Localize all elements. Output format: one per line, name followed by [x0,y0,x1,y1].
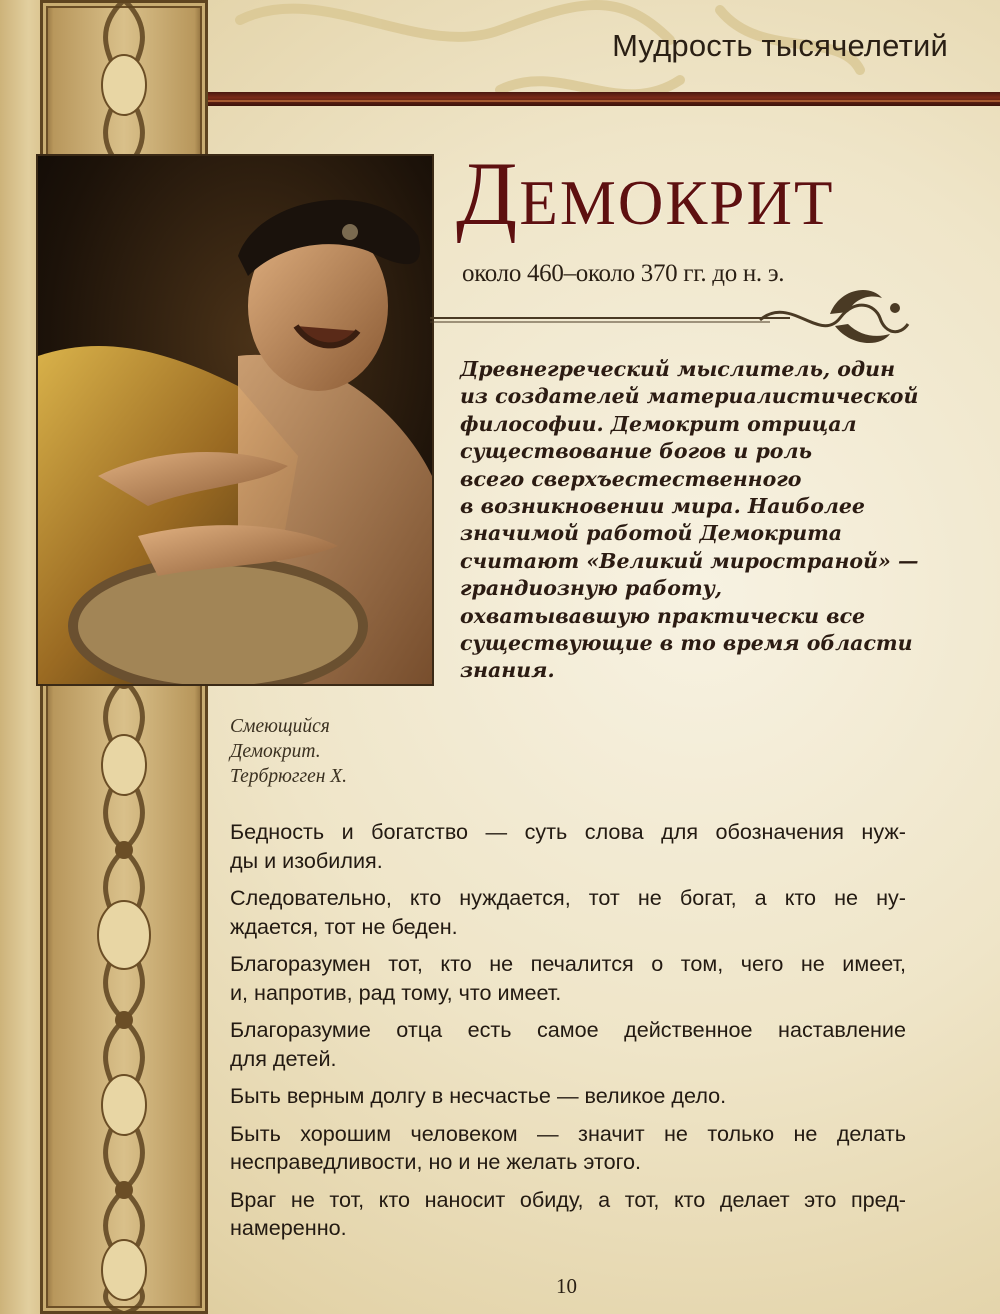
caption-line: Смеющийся [230,716,330,737]
quote-paragraph [230,818,906,875]
quote-line: несправедливости, но и не желать этого. [230,1149,642,1174]
quote-line: Быть верным долгу в несчастье — великое дело. [230,1083,727,1108]
intro-line: в возникновении мира. Наиболее [460,494,865,519]
intro-paragraph [460,356,920,685]
intro-line: знания. [460,658,555,683]
quote-paragraph [230,884,906,941]
intro-line: считают «Великий миространой» — [460,548,919,573]
quotes-list [230,818,906,1252]
flourish-divider-icon [430,284,914,350]
quote-line: для детей. [230,1045,337,1071]
quote-paragraph [230,1016,906,1073]
caption-line: Тербрюгген Х. [230,766,348,787]
section-title: Мудрость тысячелетий [612,28,948,63]
quote-paragraph [230,1120,906,1177]
portrait-painting [36,154,434,686]
quote-line: Быть хорошим человеком — значит не только не делать [230,1120,906,1146]
intro-line: значимой работой Демокрита [460,521,843,546]
header-rule-highlight [208,100,1000,102]
quote-line: и, напротив, рад тому, что имеет. [230,979,562,1005]
quote-line: Благоразумен тот, кто не печалится о том, чего не имеет, [230,951,906,976]
life-dates: около 460–около 370 гг. до н. э. [462,260,785,287]
quote-paragraph [230,950,906,1007]
intro-line: грандиозную работу, [460,576,723,601]
intro-line: существующие в то время области [460,631,913,656]
quote-paragraph [230,1082,906,1111]
quote-line: ды и изобилия. [230,847,383,873]
caption-line: Демокрит. [230,741,321,762]
intro-line: Древнегреческий мыслитель, один [460,357,896,381]
intro-line: всего сверхъестественного [460,466,802,491]
quote-line: намеренно. [230,1215,347,1240]
quote-line: Благоразумие отца есть самое действенное наставление [230,1017,906,1042]
intro-line: охватывавшую практически все [460,603,866,628]
article-title: Демокрит [456,145,835,244]
portrait-caption [230,714,430,789]
quote-line: Бедность и богатство — суть слова для обозначения нуж- [230,819,906,844]
quote-paragraph [230,1186,906,1243]
quote-line: Следовательно, кто нуждается, тот не богат, а кто не ну- [230,885,906,910]
quote-line: ждается, тот не беден. [230,913,458,939]
header-rule [208,92,1000,106]
quote-line: Враг не тот, кто наносит обиду, а тот, кто делает это пред- [230,1186,906,1212]
intro-line: из создателей материалистической [460,384,919,409]
page-number: 10 [556,1274,577,1298]
background-swirl-ornament [200,0,1000,130]
intro-line: философии. Демокрит отрицал [460,411,857,436]
intro-line: существование богов и роль [460,439,812,464]
